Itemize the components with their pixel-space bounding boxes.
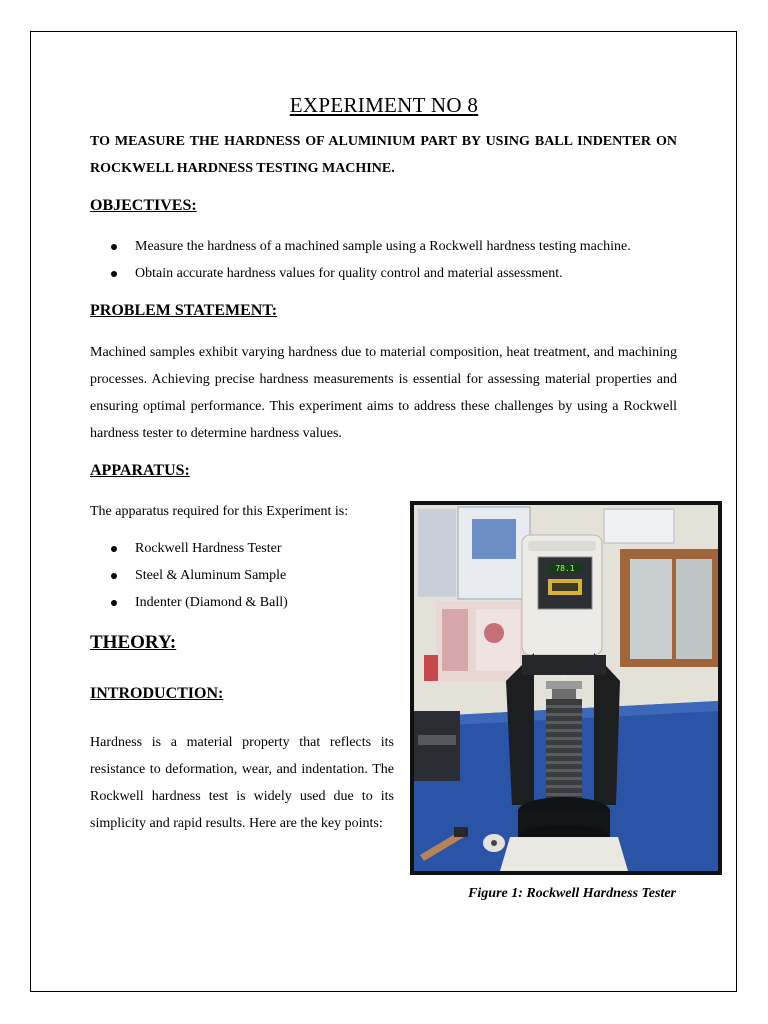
bullet-icon bbox=[111, 271, 117, 277]
bullet-icon bbox=[111, 546, 117, 552]
list-item: Rockwell Hardness Tester bbox=[90, 535, 288, 562]
apparatus-heading: APPARATUS: bbox=[90, 462, 190, 479]
list-item: Steel & Aluminum Sample bbox=[90, 562, 288, 589]
figure-caption: Figure 1: Rockwell Hardness Tester bbox=[468, 886, 676, 901]
problem-statement-heading: PROBLEM STATEMENT: bbox=[90, 302, 278, 319]
bullet-icon bbox=[111, 244, 117, 250]
tester-illustration bbox=[414, 505, 718, 871]
apparatus-list bbox=[90, 535, 288, 616]
bullet-icon bbox=[111, 600, 117, 606]
experiment-subtitle: TO MEASURE THE HARDNESS OF ALUMINIUM PART BY USING BALL INDENTER ON ROCKWELL HARDNESS TESTING MACHINE. bbox=[90, 134, 677, 176]
experiment-title: EXPERIMENT NO 8 bbox=[289, 93, 479, 117]
list-item: Obtain accurate hardness values for quality control and material assessment. bbox=[90, 260, 631, 287]
theory-heading: THEORY: bbox=[90, 632, 177, 653]
objectives-list bbox=[90, 233, 631, 287]
list-item: Measure the hardness of a machined sample using a Rockwell hardness testing machine. bbox=[90, 233, 631, 260]
bullet-icon bbox=[111, 573, 117, 579]
rockwell-tester-photo bbox=[410, 501, 722, 875]
introduction-heading: INTRODUCTION: bbox=[90, 685, 224, 702]
list-item: Indenter (Diamond & Ball) bbox=[90, 589, 288, 616]
display-reading: 78.1 bbox=[555, 564, 575, 573]
problem-statement-text: Machined samples exhibit varying hardness due to material composition, heat treatment, and machining processes. Achieving precise hardness measurements is essential for assessing material properties and ensuring optimal performance. This experiment aims to address these challenges by using a Rockwell hardness tester to determine hardness values. bbox=[90, 345, 677, 441]
apparatus-intro: The apparatus required for this Experiment is: bbox=[90, 504, 349, 519]
objectives-heading: OBJECTIVES: bbox=[90, 197, 197, 214]
introduction-text: Hardness is a material property that reflects its resistance to deformation, wear, and indentation. The Rockwell hardness test is widely used due to its simplicity and rapid results. Here are the key points: bbox=[90, 735, 394, 831]
